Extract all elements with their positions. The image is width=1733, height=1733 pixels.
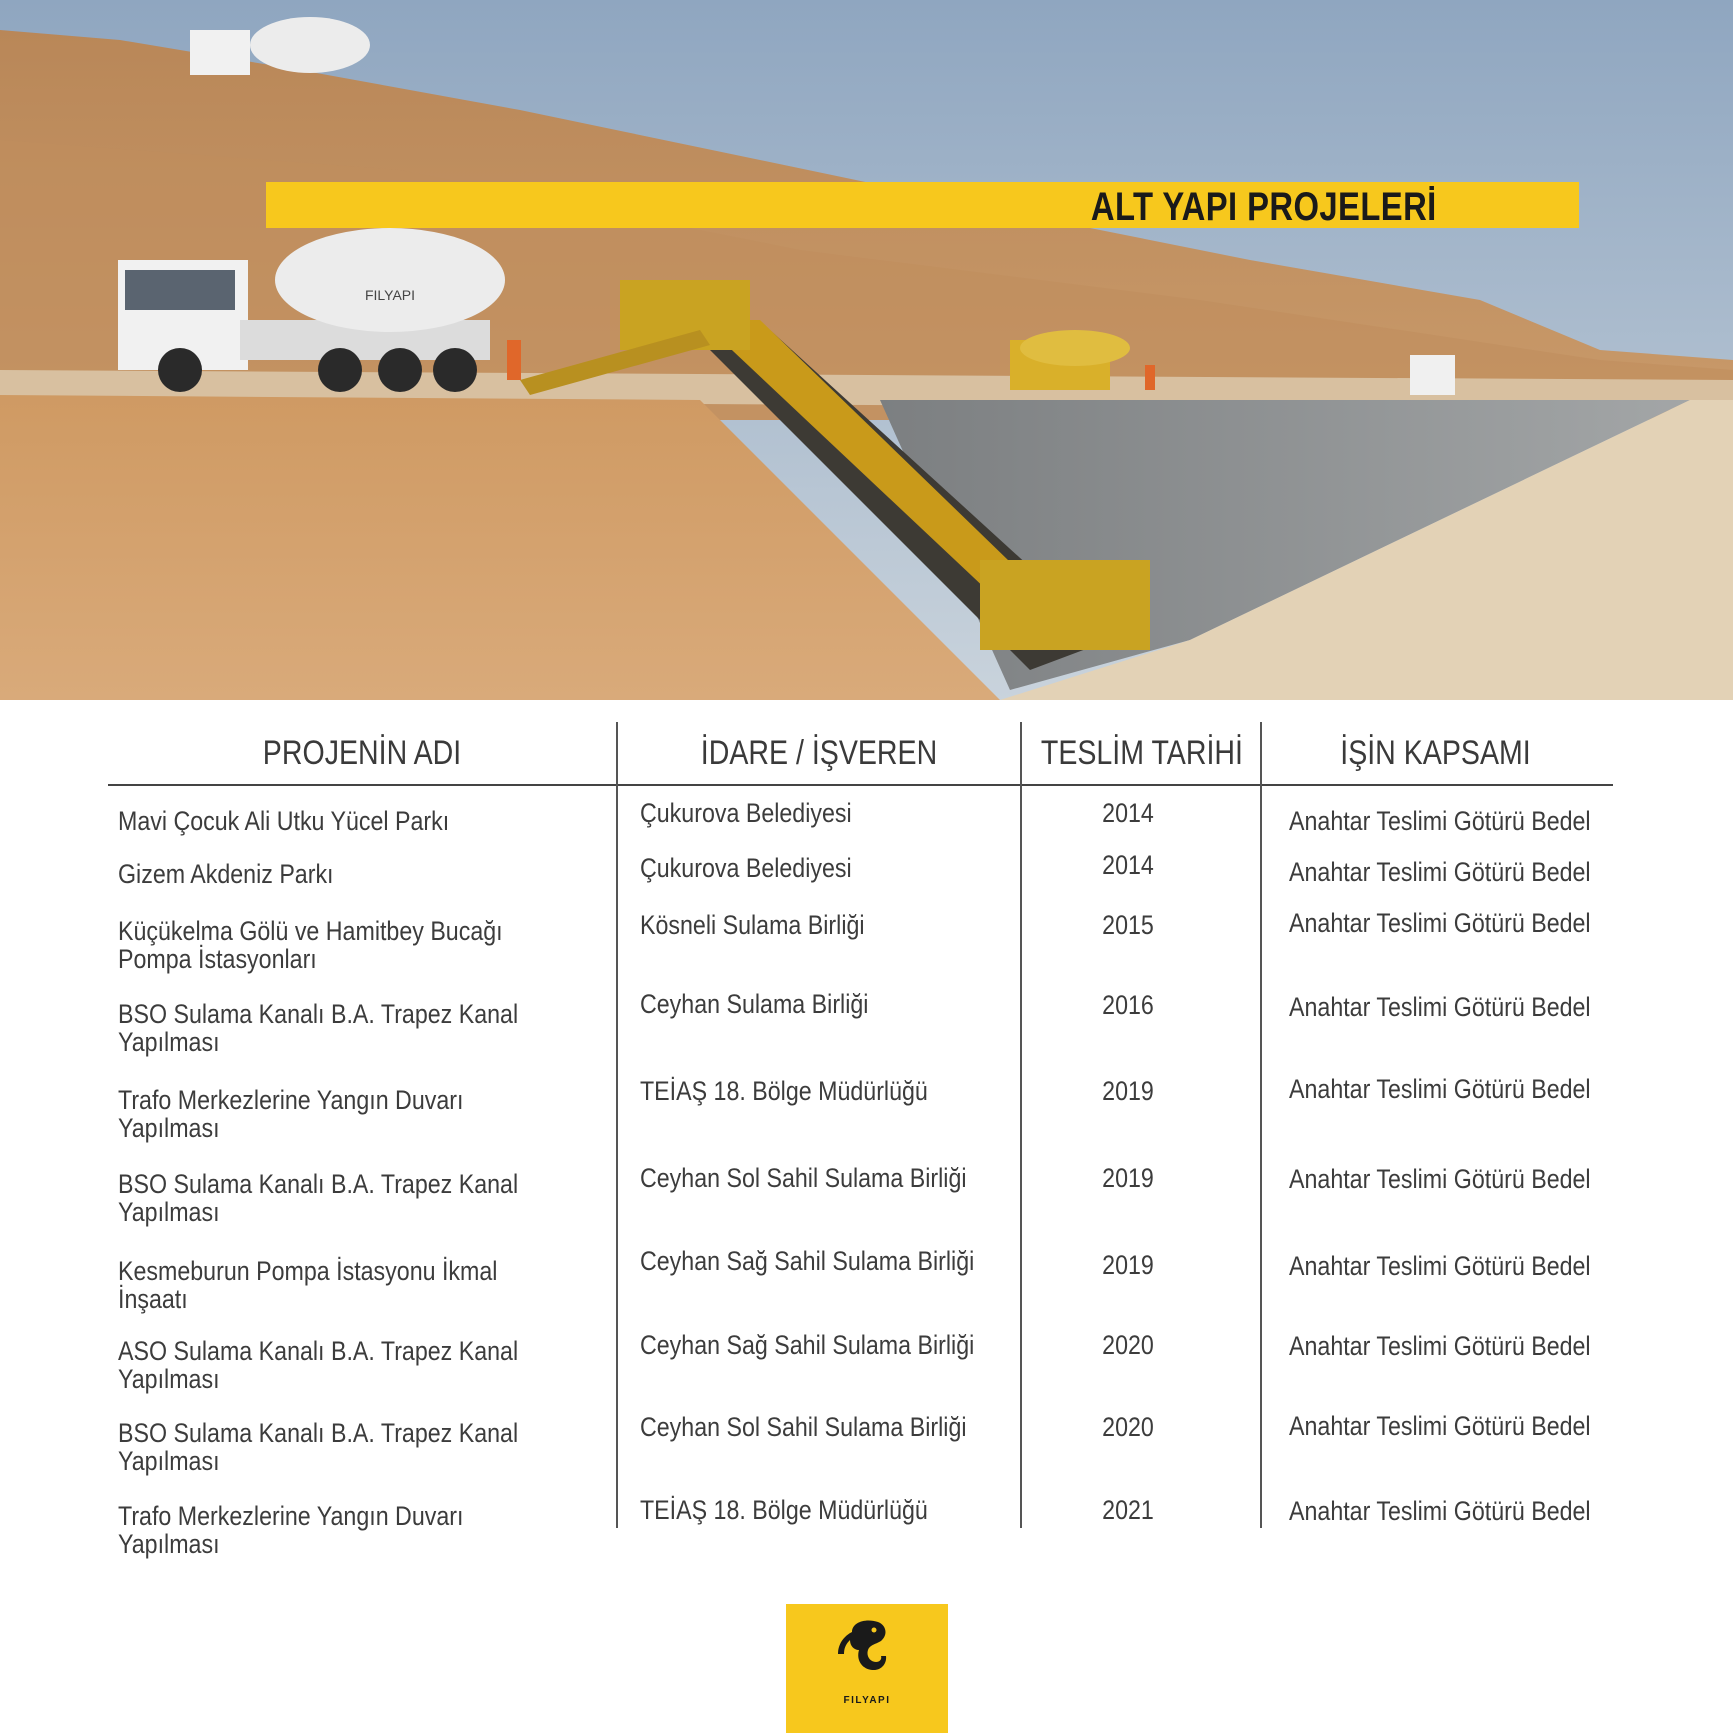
project-name-cell: [118, 1502, 463, 1558]
column-divider: [1020, 722, 1022, 1528]
project-name-line: İnşaatı: [118, 1284, 188, 1314]
project-name-cell: [118, 1337, 518, 1393]
delivery-date-cell: 2016: [1102, 990, 1154, 1020]
project-name-line: Kesmeburun Pompa İstasyonu İkmal: [118, 1256, 498, 1286]
column-header-project-name: PROJENİN ADI: [262, 734, 462, 772]
delivery-date-cell: 2020: [1102, 1330, 1154, 1360]
project-name-line: Yapılması: [118, 1529, 220, 1559]
scope-cell: Anahtar Teslimi Götürü Bedel: [1289, 1074, 1591, 1104]
owner-cell: Ceyhan Sağ Sahil Sulama Birliği: [640, 1330, 975, 1360]
scope-cell: Anahtar Teslimi Götürü Bedel: [1289, 857, 1591, 887]
project-name-line: Gizem Akdeniz Parkı: [118, 859, 334, 889]
owner-cell: Çukurova Belediyesi: [640, 798, 852, 828]
scope-cell: Anahtar Teslimi Götürü Bedel: [1289, 1251, 1591, 1281]
scope-cell: Anahtar Teslimi Götürü Bedel: [1289, 1164, 1591, 1194]
scope-cell: Anahtar Teslimi Götürü Bedel: [1289, 1496, 1591, 1526]
owner-cell: Kösneli Sulama Birliği: [640, 910, 865, 940]
delivery-date-cell: 2019: [1102, 1076, 1154, 1106]
scope-cell: Anahtar Teslimi Götürü Bedel: [1289, 1331, 1591, 1361]
project-name-cell: [118, 917, 503, 973]
project-name-line: Yapılması: [118, 1113, 220, 1143]
column-header-delivery-date: TESLİM TARİHİ: [1040, 734, 1243, 772]
scope-cell: Anahtar Teslimi Götürü Bedel: [1289, 992, 1591, 1022]
project-name-cell: [118, 1086, 463, 1142]
page-title: ALT YAPI PROJELERİ: [1091, 185, 1437, 229]
project-name-line: Trafo Merkezlerine Yangın Duvarı: [118, 1085, 464, 1115]
owner-cell: Ceyhan Sol Sahil Sulama Birliği: [640, 1412, 967, 1442]
owner-cell: Çukurova Belediyesi: [640, 853, 852, 883]
delivery-date-cell: 2021: [1102, 1495, 1154, 1525]
column-divider: [616, 722, 618, 1528]
delivery-date-cell: 2020: [1102, 1412, 1154, 1442]
truck-brand-label: FILYAPI: [364, 287, 416, 303]
delivery-date-cell: 2015: [1102, 910, 1154, 940]
company-logo: [786, 1604, 948, 1733]
delivery-date-cell: 2014: [1102, 798, 1154, 828]
project-name-line: BSO Sulama Kanalı B.A. Trapez Kanal: [118, 999, 519, 1029]
delivery-date-cell: 2014: [1102, 850, 1154, 880]
project-name-cell: [118, 860, 334, 888]
project-name-cell: [118, 1419, 518, 1475]
project-name-line: BSO Sulama Kanalı B.A. Trapez Kanal: [118, 1169, 519, 1199]
project-name-line: Yapılması: [118, 1446, 220, 1476]
header-rule: [108, 784, 1613, 786]
column-header-scope: İŞİN KAPSAMI: [1340, 734, 1531, 772]
elephant-icon: [786, 1604, 948, 1694]
project-name-line: BSO Sulama Kanalı B.A. Trapez Kanal: [118, 1418, 519, 1448]
project-name-line: Yapılması: [118, 1364, 220, 1394]
owner-cell: Ceyhan Sol Sahil Sulama Birliği: [640, 1163, 967, 1193]
scope-cell: Anahtar Teslimi Götürü Bedel: [1289, 806, 1591, 836]
owner-cell: Ceyhan Sulama Birliği: [640, 989, 869, 1019]
project-name-line: Yapılması: [118, 1197, 220, 1227]
project-name-cell: [118, 1000, 518, 1056]
project-name-line: Yapılması: [118, 1027, 220, 1057]
hero-photo: [0, 0, 1733, 700]
project-name-line: Mavi Çocuk Ali Utku Yücel Parkı: [118, 806, 450, 836]
project-name-line: Küçükelma Gölü ve Hamitbey Bucağı: [118, 916, 503, 946]
column-header-owner: İDARE / İŞVEREN: [700, 734, 938, 772]
project-name-cell: [118, 807, 449, 835]
project-name-cell: [118, 1257, 497, 1313]
owner-cell: Ceyhan Sağ Sahil Sulama Birliği: [640, 1246, 975, 1276]
delivery-date-cell: 2019: [1102, 1250, 1154, 1280]
project-name-line: Trafo Merkezlerine Yangın Duvarı: [118, 1501, 464, 1531]
scope-cell: Anahtar Teslimi Götürü Bedel: [1289, 1411, 1591, 1441]
owner-cell: TEİAŞ 18. Bölge Müdürlüğü: [640, 1495, 928, 1525]
project-name-cell: [118, 1170, 518, 1226]
project-name-line: Pompa İstasyonları: [118, 944, 317, 974]
project-name-line: ASO Sulama Kanalı B.A. Trapez Kanal: [118, 1336, 519, 1366]
title-band: [266, 182, 1579, 228]
construction-scene-illustration: [0, 0, 1733, 700]
scope-cell: Anahtar Teslimi Götürü Bedel: [1289, 908, 1591, 938]
owner-cell: TEİAŞ 18. Bölge Müdürlüğü: [640, 1076, 928, 1106]
logo-wordmark: FILYAPI: [843, 1695, 891, 1706]
column-divider: [1260, 722, 1262, 1528]
delivery-date-cell: 2019: [1102, 1163, 1154, 1193]
